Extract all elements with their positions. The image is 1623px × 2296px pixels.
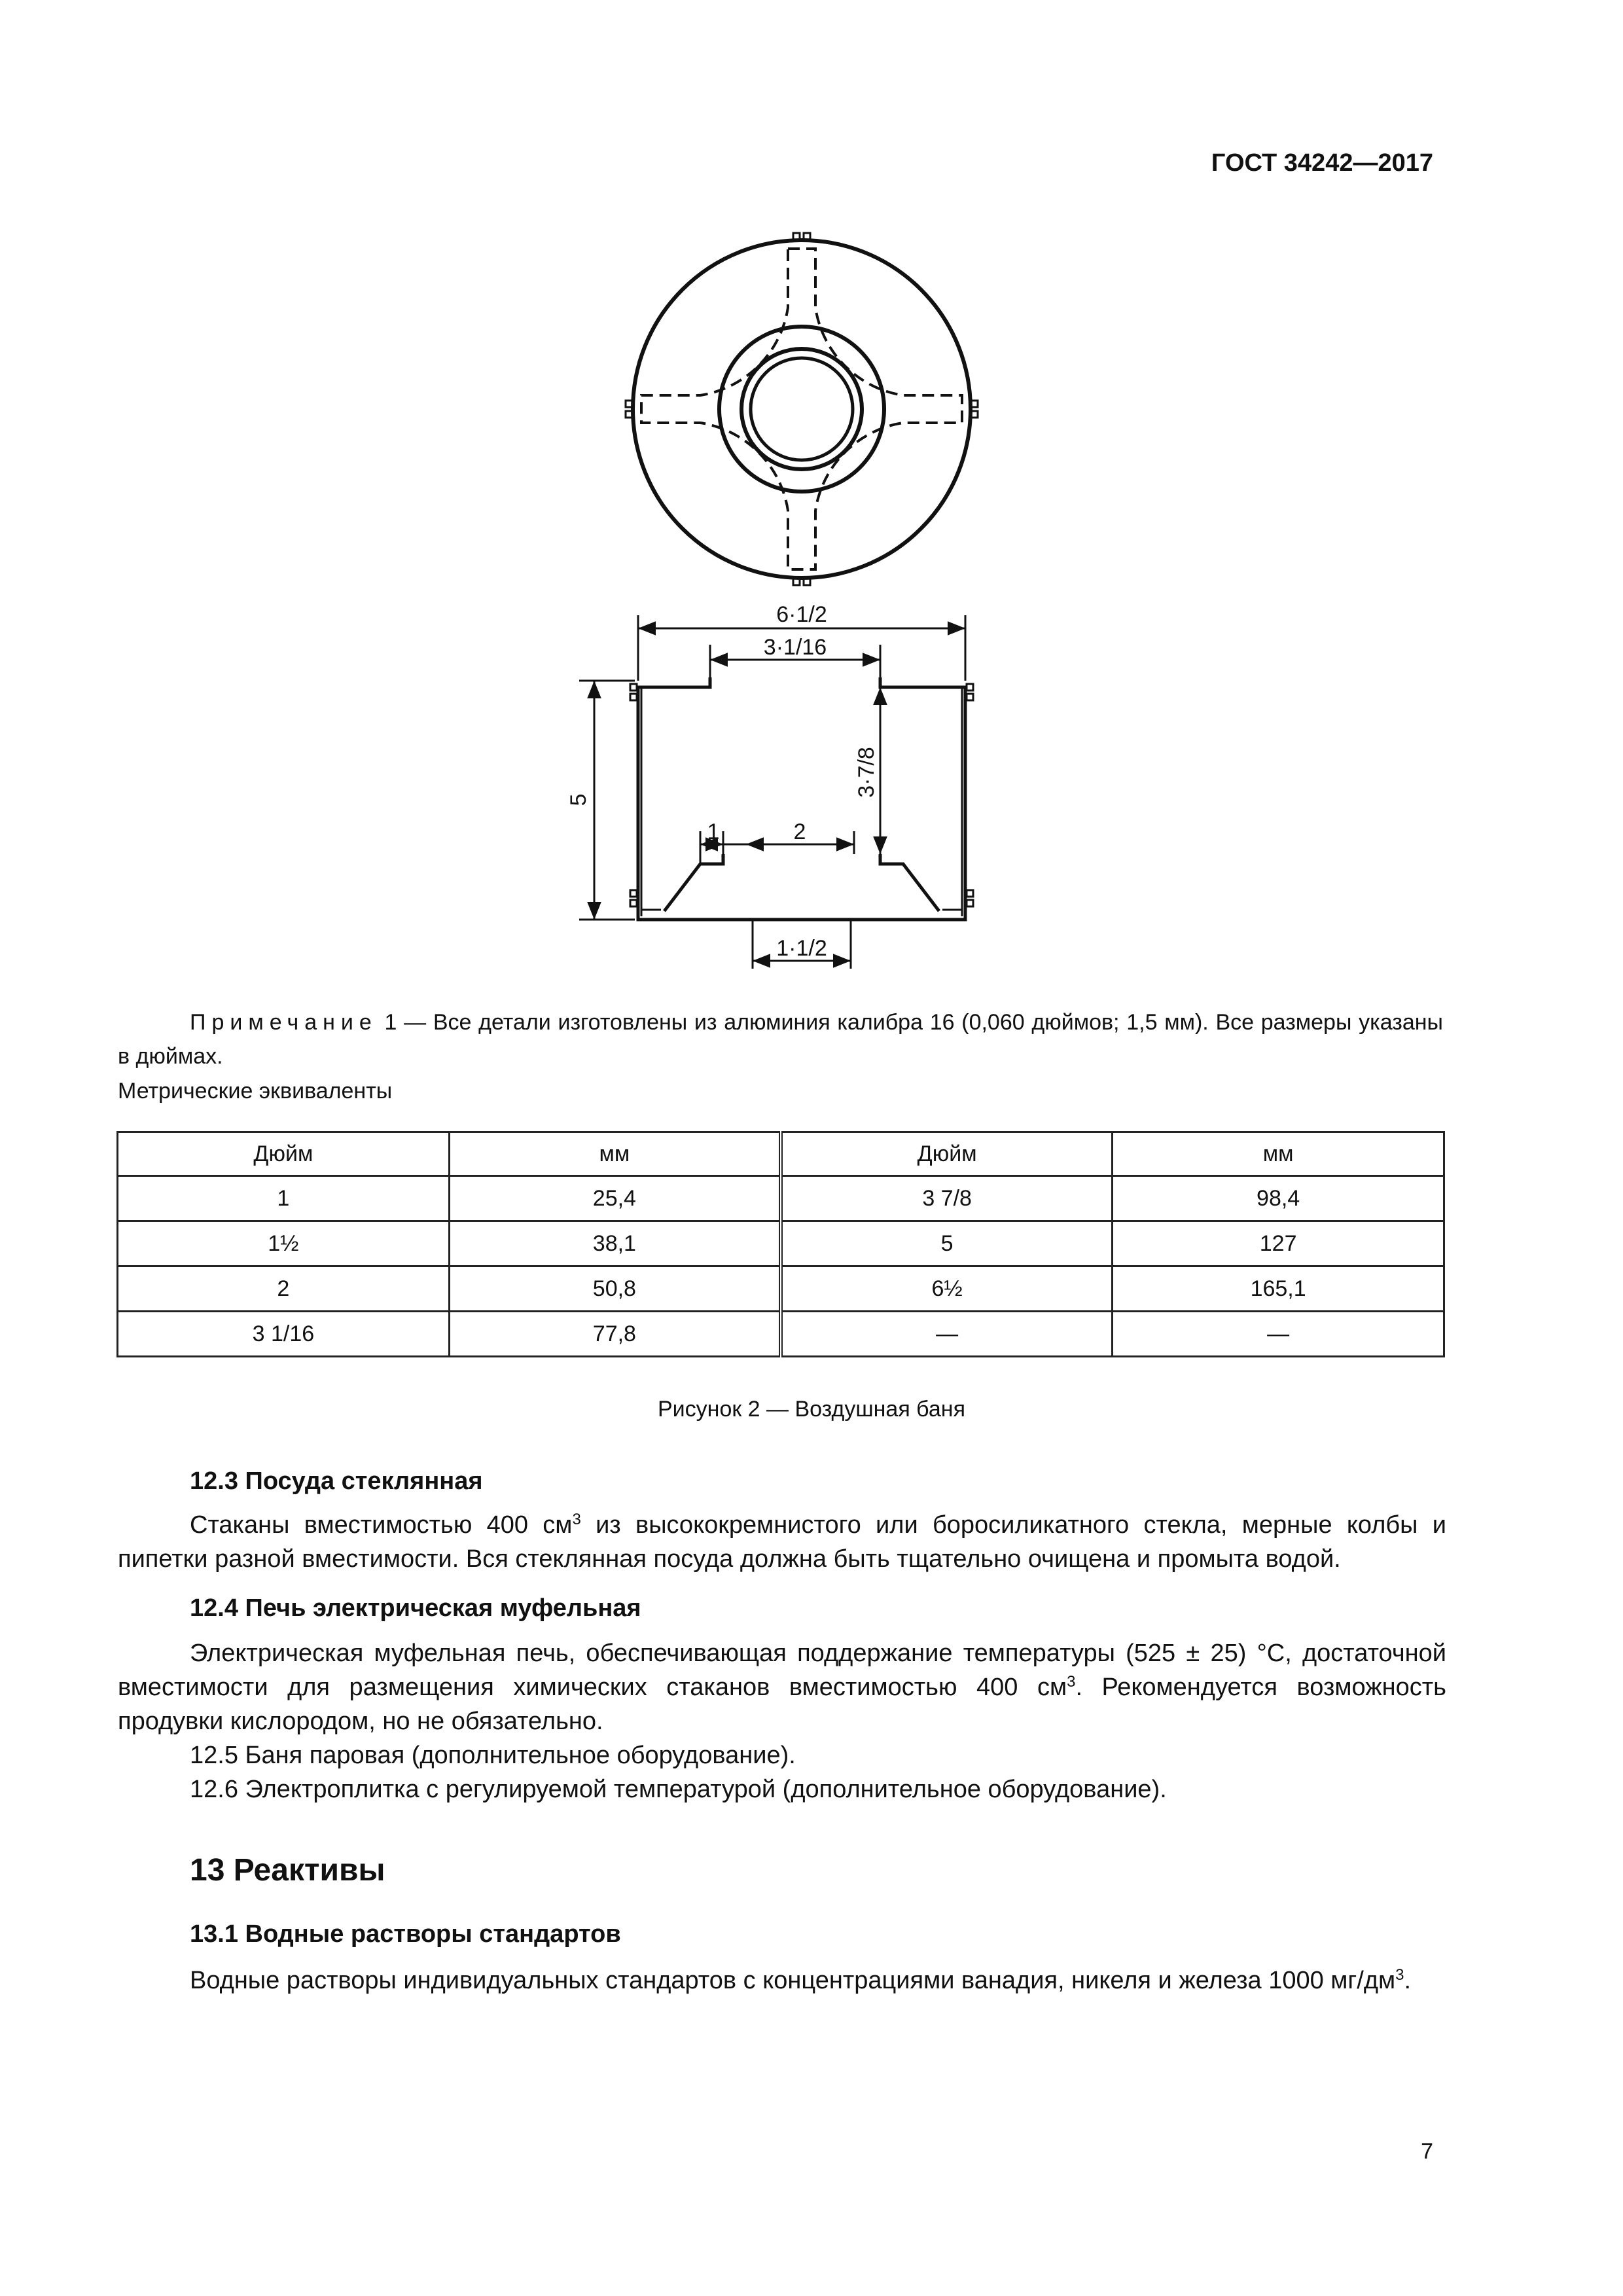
air-bath-drawing bbox=[0, 0, 1623, 995]
table-cell: — bbox=[781, 1312, 1113, 1357]
table-cell: 38,1 bbox=[449, 1221, 781, 1266]
superscript: 3 bbox=[572, 1511, 581, 1528]
section-12-4-text-b: . Рекомендуется возможность продувки кислородом, но не обязательно. bbox=[118, 1674, 1446, 1735]
dim-label-bottom-opening: 1·1/2 bbox=[776, 936, 827, 961]
table-cell: 2 bbox=[118, 1266, 450, 1312]
document-header: ГОСТ 34242—2017 bbox=[1211, 149, 1433, 177]
dim-label-inner-height: 3·7/8 bbox=[854, 747, 879, 798]
dashed-cross-outline bbox=[641, 249, 962, 569]
table-row bbox=[118, 1221, 1444, 1266]
column-header: Дюйм bbox=[118, 1132, 450, 1176]
table-cell: 127 bbox=[1113, 1221, 1444, 1266]
section-12-5-text: 12.5 Баня паровая (дополнительное оборудование). bbox=[190, 1742, 796, 1769]
page-number: 7 bbox=[1421, 2139, 1433, 2164]
note-number: 1 bbox=[384, 1010, 397, 1035]
table-cell: — bbox=[1113, 1312, 1444, 1357]
dim-label-height: 5 bbox=[566, 793, 591, 806]
inner-ring-outer bbox=[741, 349, 862, 469]
section-13-1-title: 13.1 Водные растворы стандартов bbox=[190, 1920, 621, 1948]
section-12-6-text: 12.6 Электроплитка с регулируемой температурой (дополнительное оборудование). bbox=[190, 1776, 1167, 1803]
note-text: — Все детали изготовлены из алюминия калибра 16 (0,060 дюймов; 1,5 мм). Все размеры указаны в дюймах. bbox=[118, 1010, 1443, 1069]
column-header: мм bbox=[449, 1132, 781, 1176]
column-header: Дюйм bbox=[781, 1132, 1113, 1176]
section-12-3-text-a: Стаканы вместимостью 400 см bbox=[190, 1511, 573, 1539]
middle-ring bbox=[719, 327, 884, 492]
section-13-1-text-a: Водные растворы индивидуальных стандартов с концентрациями ванадия, никеля и железа 1000 мг/дм bbox=[190, 1967, 1396, 1994]
dim-label-overall-width: 6·1/2 bbox=[776, 602, 827, 627]
metric-equivalents-title: Метрические эквиваленты bbox=[118, 1079, 393, 1103]
table-row bbox=[118, 1176, 1444, 1221]
table-cell: 25,4 bbox=[449, 1176, 781, 1221]
section-12-3-text bbox=[118, 1508, 1446, 1576]
table-row bbox=[118, 1312, 1444, 1357]
table-cell: 3 1/16 bbox=[118, 1312, 450, 1357]
table-row bbox=[118, 1266, 1444, 1312]
top-view bbox=[626, 233, 978, 585]
table-cell: 3 7/8 bbox=[781, 1176, 1113, 1221]
table-cell: 1 bbox=[118, 1176, 450, 1221]
table-cell: 77,8 bbox=[449, 1312, 781, 1357]
figure-note bbox=[118, 1005, 1443, 1073]
dim-label-top-opening: 3·1/16 bbox=[763, 635, 827, 660]
inner-floor-profile bbox=[664, 854, 939, 911]
note-label: Примечание bbox=[190, 1010, 378, 1035]
dim-label-inner-base: 2 bbox=[793, 819, 806, 844]
inner-ring-inner bbox=[751, 358, 853, 460]
table-cell: 5 bbox=[781, 1221, 1113, 1266]
table-cell: 1½ bbox=[118, 1221, 450, 1266]
table-cell: 98,4 bbox=[1113, 1176, 1444, 1221]
superscript: 3 bbox=[1395, 1966, 1404, 1984]
table-cell: 6½ bbox=[781, 1266, 1113, 1312]
section-12-4-text-a: Электрическая муфельная печь, обеспечивающая поддержание температуры (525 ± 25) °С, достаточной вместимости для размещения химических стаканов вместимостью 400 см bbox=[118, 1640, 1446, 1701]
section-13-1-text-b: . bbox=[1404, 1967, 1412, 1994]
metric-equivalents-table bbox=[116, 1131, 1445, 1357]
superscript: 3 bbox=[1067, 1673, 1076, 1691]
section-13-1-text bbox=[118, 1964, 1446, 1998]
table-cell: 50,8 bbox=[449, 1266, 781, 1312]
section-12-4-title: 12.4 Печь электрическая муфельная bbox=[190, 1594, 641, 1622]
table-header-row bbox=[118, 1132, 1444, 1176]
table-cell: 165,1 bbox=[1113, 1266, 1444, 1312]
section-12-3-text-b: из высококремнистого или боросиликатного стекла, мерные колбы и пипетки разной вместимости. Вся стеклянная посуда должна быть тщательно очищена и промыта водой. bbox=[118, 1511, 1446, 1573]
section-12-3-title: 12.3 Посуда стеклянная bbox=[190, 1467, 483, 1495]
column-header: мм bbox=[1113, 1132, 1444, 1176]
figure-caption: Рисунок 2 — Воздушная баня bbox=[658, 1397, 965, 1422]
section-12-4-text bbox=[118, 1636, 1446, 1738]
outer-rim bbox=[633, 240, 971, 578]
side-view bbox=[630, 677, 973, 920]
section-13-title: 13 Реактивы bbox=[190, 1853, 385, 1888]
dim-label-step: 1 bbox=[707, 819, 720, 844]
